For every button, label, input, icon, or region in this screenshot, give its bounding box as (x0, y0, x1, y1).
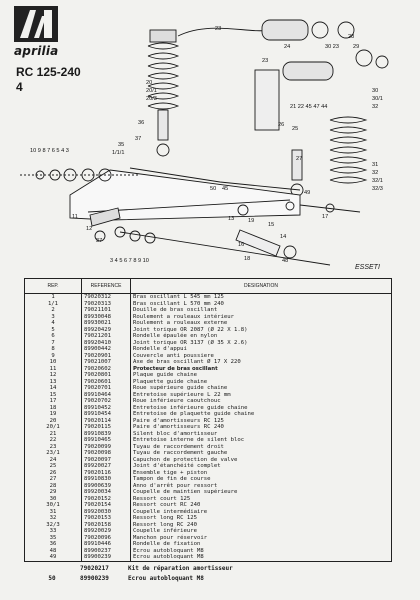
table-header-row (25, 279, 392, 294)
cell-ref: 79020158 (82, 522, 131, 529)
svg-text:23: 23 (262, 58, 269, 64)
svg-text:32: 32 (372, 104, 379, 110)
cell-ref: 79020901 (82, 353, 131, 360)
svg-text:10 9 8 7 6 5 4 3: 10 9 8 7 6 5 4 3 (30, 148, 69, 154)
svg-text:26: 26 (278, 122, 285, 128)
cell-ref: 89900442 (82, 346, 131, 353)
cell-rep: 30/1 (25, 502, 82, 509)
right-shock (255, 50, 388, 196)
cell-des: Rondelle épaulée en nylon (131, 333, 392, 340)
col-des-header: DESIGNATION (131, 279, 392, 294)
cell-ref: 89920030 (82, 509, 131, 516)
col-ref-header: REFERENCE (82, 279, 131, 294)
cell-rep: 31 (25, 509, 82, 516)
cell-des: Paire d'amortisseurs RC 125 (131, 418, 392, 425)
cell-des: Coupelle intermédiaire (131, 509, 392, 516)
cell-des: Ressort court RC 240 (131, 502, 392, 509)
cell-rep: 28 (25, 483, 82, 490)
svg-text:32/3: 32/3 (372, 186, 383, 192)
cell-ref: 79020153 (82, 515, 131, 522)
cell-rep: 6 (25, 333, 82, 340)
svg-text:19: 19 (248, 218, 255, 224)
model-title: RC 125-240 (16, 65, 81, 79)
cell-rep: 20/1 (25, 424, 82, 431)
svg-text:15: 15 (268, 222, 275, 228)
cell-ref: 79020114 (82, 418, 131, 425)
svg-text:30/1: 30/1 (372, 96, 383, 102)
cell-rep: 3 (25, 314, 82, 321)
cell-rep: 29 (25, 489, 82, 496)
svg-text:50: 50 (210, 186, 217, 192)
cell-rep: 1 (25, 294, 82, 301)
cell-des: Paire d'amortisseurs RC 240 (131, 424, 392, 431)
svg-text:16: 16 (238, 242, 245, 248)
cell-des: Roulement a rouleaux intérieur (131, 314, 392, 321)
cell-ref: 79020116 (82, 470, 131, 477)
extra-cell-des: Ecrou autobloquant M8 (128, 575, 204, 582)
cell-ref: 79020098 (82, 450, 131, 457)
svg-text:27: 27 (296, 156, 303, 162)
cell-des: Douille de bras oscillant (131, 307, 392, 314)
cell-des: Coupelle inférieure (131, 528, 392, 535)
cell-rep: 5 (25, 327, 82, 334)
cell-ref: 79020097 (82, 457, 131, 464)
svg-text:29: 29 (353, 44, 360, 50)
extra-cell-des: Kit de réparation amortisseur (128, 565, 233, 572)
extra-row (24, 564, 392, 574)
svg-text:1/1/1: 1/1/1 (112, 150, 125, 156)
cell-ref: 79020601 (82, 379, 131, 386)
cell-ref: 89910465 (82, 437, 131, 444)
cell-ref: 89910830 (82, 476, 131, 483)
cell-rep: 13 (25, 379, 82, 386)
cell-ref: 79021101 (82, 307, 131, 314)
cell-rep: 36 (25, 541, 82, 548)
cell-des: Tuyau de raccordement droit (131, 444, 392, 451)
svg-text:32: 32 (372, 170, 379, 176)
svg-text:20/3: 20/3 (146, 96, 157, 102)
cell-des: Ressort court 125 (131, 496, 392, 503)
svg-text:37: 37 (96, 238, 103, 244)
axle (120, 232, 330, 265)
cell-rep: 20 (25, 418, 82, 425)
cell-rep: 1/1 (25, 301, 82, 308)
cell-rep: 25 (25, 463, 82, 470)
svg-text:30 23: 30 23 (325, 44, 339, 50)
svg-text:3 4 5 6 7 8 9 10: 3 4 5 6 7 8 9 10 (110, 258, 149, 264)
svg-text:31: 31 (372, 162, 379, 168)
cell-des: Plaquette guide chaine (131, 379, 392, 386)
cell-des: Roue supérieure guide chaine (131, 385, 392, 392)
cell-ref: 89930021 (82, 320, 131, 327)
cell-des: Joint torique OR 3137 (Ø 35 X 2.6) (131, 340, 392, 347)
cell-des: Joint torique OR 2087 (Ø 22 X 1.8) (131, 327, 392, 334)
svg-text:30: 30 (372, 88, 379, 94)
cell-des: Entretoise de plaquette guide chaine (131, 411, 392, 418)
cell-rep: 4 (25, 320, 82, 327)
cell-des: Ressort long RC 240 (131, 522, 392, 529)
svg-text:20/1: 20/1 (146, 88, 157, 94)
cell-ref: 89930048 (82, 314, 131, 321)
cell-rep: 8 (25, 346, 82, 353)
cell-ref: 89920410 (82, 340, 131, 347)
reservoir-top (262, 20, 308, 40)
cell-rep: 26 (25, 470, 82, 477)
callout-labels (30, 26, 383, 264)
cell-rep: 49 (25, 554, 82, 561)
svg-text:21 22 45 47 44: 21 22 45 47 44 (290, 104, 328, 110)
cell-ref: 79020602 (82, 366, 131, 373)
svg-text:36: 36 (138, 120, 145, 126)
extra-cell-ref: 79020217 (80, 565, 109, 572)
cell-ref: 89910452 (82, 405, 131, 412)
cell-ref: 79021007 (82, 359, 131, 366)
table-row (25, 554, 392, 561)
cell-rep: 7 (25, 340, 82, 347)
cell-ref: 79020115 (82, 424, 131, 431)
extra-rows (24, 564, 392, 584)
cell-ref: 79021201 (82, 333, 131, 340)
cell-ref: 89900639 (82, 483, 131, 490)
svg-text:25: 25 (292, 126, 299, 132)
cell-ref: 89920429 (82, 327, 131, 334)
svg-text:45: 45 (222, 186, 229, 192)
cell-rep: 32/3 (25, 522, 82, 529)
table-row (25, 294, 392, 301)
cell-rep: 33 (25, 528, 82, 535)
cell-ref: 89920034 (82, 489, 131, 496)
cell-rep: 27 (25, 476, 82, 483)
cell-des: Tampon de fin de course (131, 476, 392, 483)
extra-cell-ref: 89900239 (80, 575, 109, 582)
cell-rep: 30 (25, 496, 82, 503)
cell-des: Axe de bras oscillant Ø 17 X 220 (131, 359, 392, 366)
svg-text:14: 14 (280, 234, 287, 240)
cell-ref: 79020096 (82, 535, 131, 542)
cell-rep: 14 (25, 385, 82, 392)
cell-des: Ressort long RC 125 (131, 515, 392, 522)
cell-rep: 23 (25, 444, 82, 451)
svg-text:13: 13 (228, 216, 235, 222)
cell-ref: 79020099 (82, 444, 131, 451)
cell-des: Tuyau de raccordement gauche (131, 450, 392, 457)
cell-rep: 15 (25, 392, 82, 399)
svg-text:17: 17 (322, 214, 329, 220)
cell-rep: 17 (25, 398, 82, 405)
cell-ref: 79020702 (82, 398, 131, 405)
cell-rep: 9 (25, 353, 82, 360)
cell-des: Rondelle de fixation (131, 541, 392, 548)
cell-rep: 2 (25, 307, 82, 314)
svg-text:18: 18 (244, 256, 251, 262)
svg-text:49: 49 (304, 190, 311, 196)
cell-ref: 89910464 (82, 392, 131, 399)
cell-des: Rondelle d'appui (131, 346, 392, 353)
svg-text:24: 24 (284, 44, 291, 50)
cell-ref: 89920029 (82, 528, 131, 535)
cell-ref: 79020701 (82, 385, 131, 392)
cell-des: Ecrou autobloquant M8 (131, 554, 392, 561)
cell-des: Joint d'étanchéité complet (131, 463, 392, 470)
svg-text:28: 28 (348, 34, 355, 40)
cell-des: Ecrou autobloquant M8 (131, 548, 392, 555)
cell-ref: 79020154 (82, 502, 131, 509)
svg-text:20: 20 (146, 80, 153, 86)
cell-rep: 23/1 (25, 450, 82, 457)
cell-des: Anno d'arrêt pour ressort (131, 483, 392, 490)
cell-ref: 89910446 (82, 541, 131, 548)
cell-des: Manchon pour réservoir (131, 535, 392, 542)
hose-top (178, 28, 268, 36)
maker-label: ESSETI (355, 264, 380, 271)
cell-des: Coupelle de maintien supérieure (131, 489, 392, 496)
cell-ref: 89910839 (82, 431, 131, 438)
cell-ref: 79020801 (82, 372, 131, 379)
cell-ref: 89910454 (82, 411, 131, 418)
svg-text:35: 35 (118, 142, 125, 148)
cell-rep: 35 (25, 535, 82, 542)
cell-rep: 21 (25, 431, 82, 438)
svg-text:11: 11 (72, 214, 78, 220)
cell-rep: 11 (25, 366, 82, 373)
cell-ref: 89900237 (82, 548, 131, 555)
extra-row (24, 574, 392, 584)
cell-des: Bras oscillant L 570 mm 240 (131, 301, 392, 308)
brand-name: aprilia (14, 44, 59, 58)
cell-des: Silent bloc d'amortisseur (131, 431, 392, 438)
cell-des: Bras oscillant L 545 mm 125 (131, 294, 392, 301)
cell-des: Couvercle anti poussiere (131, 353, 392, 360)
cell-rep: 19 (25, 411, 82, 418)
svg-text:12: 12 (86, 226, 93, 232)
cell-rep: 48 (25, 548, 82, 555)
cell-ref: 79020312 (82, 294, 131, 301)
cell-des: Ensemble tige + piston (131, 470, 392, 477)
cell-des: Protecteur de bras oscillant (131, 366, 392, 373)
cell-ref: 89900239 (82, 554, 131, 561)
cell-des: Plaque guide chaine (131, 372, 392, 379)
extra-cell-rep: 50 (48, 575, 56, 582)
cell-des: Roue inférieure caoutchouc (131, 398, 392, 405)
cell-rep: 32 (25, 515, 82, 522)
page-number: 4 (16, 80, 23, 94)
svg-text:37: 37 (135, 136, 142, 142)
cell-rep: 12 (25, 372, 82, 379)
cell-rep: 18 (25, 405, 82, 412)
col-rep-header: REP. (25, 279, 82, 294)
cell-des: Capuchon de protection de valve (131, 457, 392, 464)
cell-ref: 89920027 (82, 463, 131, 470)
svg-text:48: 48 (282, 258, 289, 264)
cell-ref: 79020313 (82, 301, 131, 308)
cell-des: Roulement a rouleaux externe (131, 320, 392, 327)
cell-ref: 79020152 (82, 496, 131, 503)
cell-rep: 22 (25, 437, 82, 444)
cell-des: Entretoise inférieure guide chaine (131, 405, 392, 412)
cell-des: Entretoise supérieure L 22 mm (131, 392, 392, 399)
cell-rep: 10 (25, 359, 82, 366)
svg-text:32/1: 32/1 (372, 178, 383, 184)
parts-table (24, 278, 392, 584)
cell-rep: 24 (25, 457, 82, 464)
exploded-diagram (0, 0, 420, 278)
cell-des: Entretoise interne de silent bloc (131, 437, 392, 444)
svg-text:23: 23 (215, 26, 222, 32)
